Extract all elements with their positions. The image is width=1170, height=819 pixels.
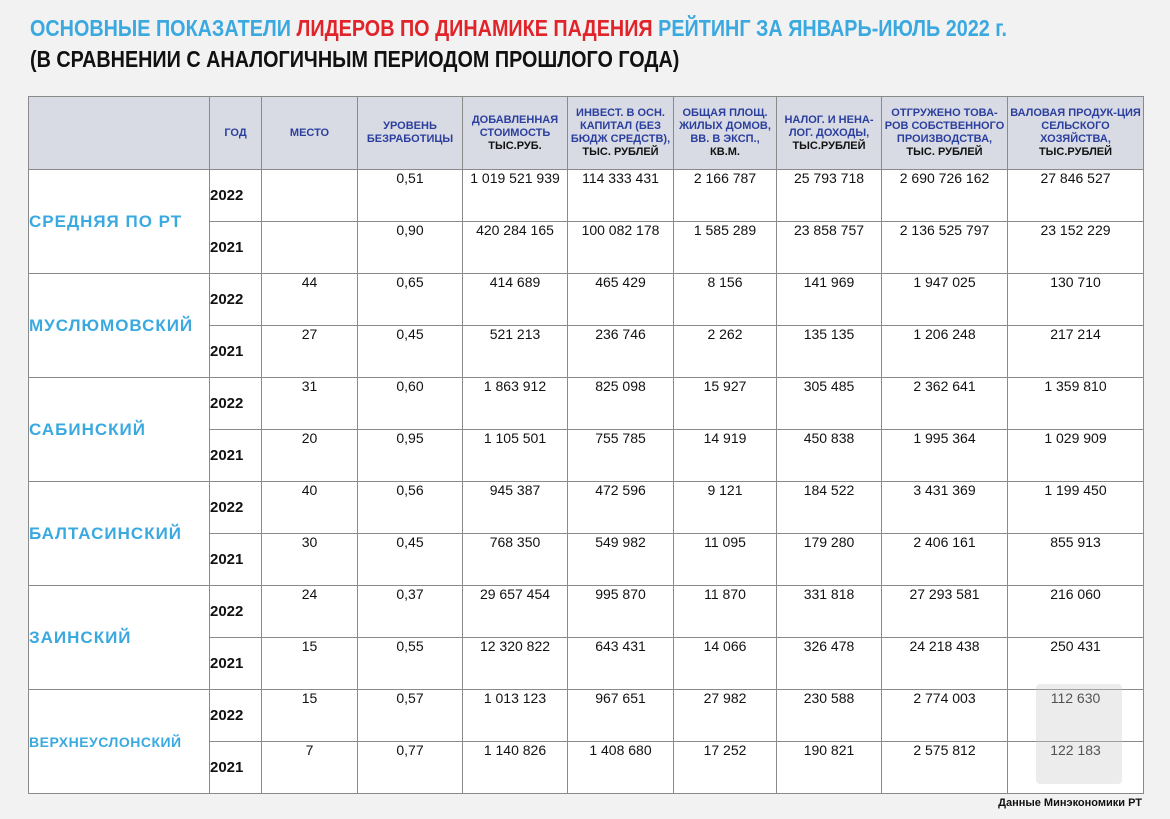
unemployment-cell: 0,45	[358, 534, 463, 586]
year-cell: 2022	[210, 170, 262, 222]
tax-income-cell: 331 818	[777, 586, 882, 638]
agri-cell: 1 359 810	[1008, 378, 1144, 430]
added-value-cell: 1 105 501	[463, 430, 568, 482]
place-cell: 7	[262, 742, 358, 794]
header-shipped	[882, 97, 1008, 170]
investment-cell: 114 333 431	[568, 170, 674, 222]
place-cell	[262, 170, 358, 222]
header-housing	[674, 97, 777, 170]
shipped-cell: 1 206 248	[882, 326, 1008, 378]
year-cell: 2021	[210, 534, 262, 586]
place-cell: 20	[262, 430, 358, 482]
housing-cell: 17 252	[674, 742, 777, 794]
agri-cell: 217 214	[1008, 326, 1144, 378]
tax-income-cell: 141 969	[777, 274, 882, 326]
housing-cell: 14 066	[674, 638, 777, 690]
housing-cell: 2 262	[674, 326, 777, 378]
year-cell: 2022	[210, 586, 262, 638]
shipped-cell: 1 947 025	[882, 274, 1008, 326]
added-value-cell: 420 284 165	[463, 222, 568, 274]
header-housing-unit: КВ.М.	[710, 146, 740, 158]
shipped-cell: 2 774 003	[882, 690, 1008, 742]
header-tax-income	[777, 97, 882, 170]
added-value-cell: 1 013 123	[463, 690, 568, 742]
investment-cell: 967 651	[568, 690, 674, 742]
page-subtitle: (В СРАВНЕНИИ С АНАЛОГИЧНЫМ ПЕРИОДОМ ПРОШЛОГО ГОДА)	[30, 46, 680, 72]
year-cell: 2022	[210, 482, 262, 534]
header-row	[29, 97, 1144, 170]
year-cell: 2021	[210, 326, 262, 378]
shipped-cell: 2 362 641	[882, 378, 1008, 430]
tax-income-cell: 190 821	[777, 742, 882, 794]
district-name: ВЕРХНЕУСЛОНСКИЙ	[29, 690, 210, 794]
tax-income-cell: 25 793 718	[777, 170, 882, 222]
added-value-cell: 1 863 912	[463, 378, 568, 430]
indicators-table	[28, 96, 1144, 794]
tax-income-cell: 135 135	[777, 326, 882, 378]
year-cell: 2022	[210, 378, 262, 430]
shipped-cell: 2 136 525 797	[882, 222, 1008, 274]
watermark-logo	[1036, 684, 1122, 784]
agri-cell: 23 152 229	[1008, 222, 1144, 274]
unemployment-cell: 0,56	[358, 482, 463, 534]
housing-cell: 11 870	[674, 586, 777, 638]
header-tax-income-unit: ТЫС.РУБЛЕЙ	[792, 139, 866, 152]
district-name: БАЛТАСИНСКИЙ	[29, 482, 210, 586]
year-cell: 2021	[210, 638, 262, 690]
agri-cell: 112 630	[1008, 690, 1144, 742]
unemployment-cell: 0,65	[358, 274, 463, 326]
shipped-cell: 2 575 812	[882, 742, 1008, 794]
investment-cell: 549 982	[568, 534, 674, 586]
place-cell: 24	[262, 586, 358, 638]
place-cell: 15	[262, 690, 358, 742]
year-cell: 2021	[210, 742, 262, 794]
added-value-cell: 414 689	[463, 274, 568, 326]
table-row	[29, 378, 1144, 430]
header-place: МЕСТО	[262, 97, 358, 170]
shipped-cell: 3 431 369	[882, 482, 1008, 534]
housing-cell: 15 927	[674, 378, 777, 430]
year-cell: 2022	[210, 274, 262, 326]
shipped-cell: 24 218 438	[882, 638, 1008, 690]
tax-income-cell: 305 485	[777, 378, 882, 430]
added-value-cell: 29 657 454	[463, 586, 568, 638]
unemployment-cell: 0,57	[358, 690, 463, 742]
agri-cell: 1 029 909	[1008, 430, 1144, 482]
investment-cell: 1 408 680	[568, 742, 674, 794]
header-agri-unit: ТЫС.РУБЛЕЙ	[1038, 146, 1113, 158]
agri-cell: 855 913	[1008, 534, 1144, 586]
district-name: ЗАИНСКИЙ	[29, 586, 210, 690]
title-part-2: ЛИДЕРОВ ПО ДИНАМИКЕ ПАДЕНИЯ	[296, 15, 653, 41]
agri-cell: 1 199 450	[1008, 482, 1144, 534]
tax-income-cell: 450 838	[777, 430, 882, 482]
investment-cell: 472 596	[568, 482, 674, 534]
year-cell: 2021	[210, 222, 262, 274]
district-name: СРЕДНЯЯ ПО РТ	[29, 170, 210, 274]
investment-cell: 755 785	[568, 430, 674, 482]
agri-cell: 250 431	[1008, 638, 1144, 690]
shipped-cell: 27 293 581	[882, 586, 1008, 638]
unemployment-cell: 0,95	[358, 430, 463, 482]
source-note: Данные Минэкономики РТ	[998, 797, 1142, 809]
header-agri-label: ВАЛОВАЯ ПРОДУК-ЦИЯ СЕЛЬСКОГО ХОЗЯЙСТВА,	[1010, 107, 1141, 145]
title-part-3: РЕЙТИНГ ЗА ЯНВАРЬ-ИЮЛЬ 2022 г.	[652, 15, 1008, 41]
investment-cell: 825 098	[568, 378, 674, 430]
investment-cell: 236 746	[568, 326, 674, 378]
unemployment-cell: 0,60	[358, 378, 463, 430]
table-row	[29, 482, 1144, 534]
header-investment	[568, 97, 674, 170]
added-value-cell: 521 213	[463, 326, 568, 378]
housing-cell: 27 982	[674, 690, 777, 742]
place-cell: 31	[262, 378, 358, 430]
agri-cell: 216 060	[1008, 586, 1144, 638]
unemployment-cell: 0,55	[358, 638, 463, 690]
investment-cell: 465 429	[568, 274, 674, 326]
header-agri	[1008, 97, 1144, 170]
housing-cell: 9 121	[674, 482, 777, 534]
title-part-1: ОСНОВНЫЕ ПОКАЗАТЕЛИ	[30, 15, 297, 41]
shipped-cell: 1 995 364	[882, 430, 1008, 482]
header-added-value	[463, 97, 568, 170]
header-tax-income-label: НАЛОГ. И НЕНА-ЛОГ. ДОХОДЫ,	[784, 113, 874, 139]
added-value-cell: 945 387	[463, 482, 568, 534]
district-name: САБИНСКИЙ	[29, 378, 210, 482]
place-cell	[262, 222, 358, 274]
page-title	[30, 14, 1007, 42]
place-cell: 30	[262, 534, 358, 586]
header-investment-label: ИНВЕСТ. В ОСН. КАПИТАЛ (БЕЗ БЮДЖ СРЕДСТВ),	[570, 107, 671, 145]
header-added-value-label: ДОБАВЛЕННАЯ СТОИМОСТЬ	[471, 113, 559, 139]
table-row	[29, 690, 1144, 742]
table-row	[29, 586, 1144, 638]
investment-cell: 100 082 178	[568, 222, 674, 274]
tax-income-cell: 179 280	[777, 534, 882, 586]
table-body	[29, 170, 1144, 794]
unemployment-cell: 0,51	[358, 170, 463, 222]
header-year: ГОД	[210, 97, 262, 170]
header-housing-label: ОБЩАЯ ПЛОЩ. ЖИЛЫХ ДОМОВ, ВВ. В ЭКСП.,	[679, 107, 771, 145]
added-value-cell: 12 320 822	[463, 638, 568, 690]
added-value-cell: 1 019 521 939	[463, 170, 568, 222]
housing-cell: 11 095	[674, 534, 777, 586]
tax-income-cell: 184 522	[777, 482, 882, 534]
place-cell: 15	[262, 638, 358, 690]
tax-income-cell: 230 588	[777, 690, 882, 742]
header-unemployment: УРОВЕНЬ БЕЗРАБОТИЦЫ	[358, 97, 463, 170]
investment-cell: 995 870	[568, 586, 674, 638]
shipped-cell: 2 690 726 162	[882, 170, 1008, 222]
unemployment-cell: 0,90	[358, 222, 463, 274]
place-cell: 44	[262, 274, 358, 326]
header-shipped-unit: ТЫС. РУБЛЕЙ	[906, 146, 983, 158]
tax-income-cell: 326 478	[777, 638, 882, 690]
housing-cell: 8 156	[674, 274, 777, 326]
table-row	[29, 274, 1144, 326]
agri-cell: 27 846 527	[1008, 170, 1144, 222]
district-name: МУСЛЮМОВСКИЙ	[29, 274, 210, 378]
investment-cell: 643 431	[568, 638, 674, 690]
header-added-value-unit: ТЫС.РУБ.	[488, 139, 542, 152]
housing-cell: 2 166 787	[674, 170, 777, 222]
unemployment-cell: 0,37	[358, 586, 463, 638]
header-district	[29, 97, 210, 170]
added-value-cell: 1 140 826	[463, 742, 568, 794]
header-shipped-label: ОТГРУЖЕНО ТОВА-РОВ СОБСТВЕННОГО ПРОИЗВОДСТВА,	[884, 107, 1005, 145]
agri-cell: 122 183	[1008, 742, 1144, 794]
added-value-cell: 768 350	[463, 534, 568, 586]
agri-cell: 130 710	[1008, 274, 1144, 326]
housing-cell: 1 585 289	[674, 222, 777, 274]
housing-cell: 14 919	[674, 430, 777, 482]
year-cell: 2021	[210, 430, 262, 482]
place-cell: 40	[262, 482, 358, 534]
unemployment-cell: 0,45	[358, 326, 463, 378]
year-cell: 2022	[210, 690, 262, 742]
shipped-cell: 2 406 161	[882, 534, 1008, 586]
tax-income-cell: 23 858 757	[777, 222, 882, 274]
unemployment-cell: 0,77	[358, 742, 463, 794]
table-row	[29, 170, 1144, 222]
header-investment-unit: ТЫС. РУБЛЕЙ	[582, 146, 659, 158]
place-cell: 27	[262, 326, 358, 378]
